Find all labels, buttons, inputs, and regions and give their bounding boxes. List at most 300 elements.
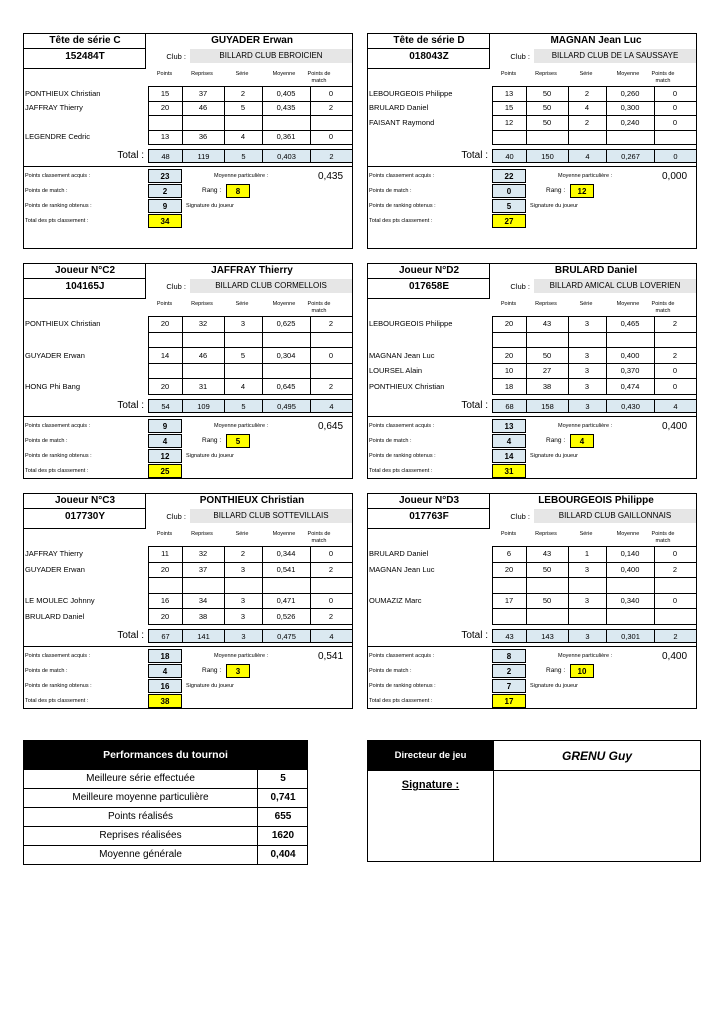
opponent-name: MAGNAN Jean Luc xyxy=(369,350,435,360)
match-cell-points xyxy=(492,130,526,144)
club-name: BILLARD CLUB CORMELLOIS xyxy=(190,279,352,293)
license-number: 017763F xyxy=(409,511,449,522)
moyenne-particuliere-value: 0,400 xyxy=(662,651,688,662)
summary-value-pts_rank: 7 xyxy=(492,679,526,693)
match-cell-serie: 4 xyxy=(240,381,246,391)
match-cell-serie: 3 xyxy=(584,366,590,376)
seed-title: Joueur N°D3 xyxy=(398,495,460,506)
summary-value-total_class: 27 xyxy=(492,214,526,228)
match-cell-moyenne xyxy=(606,579,654,593)
summary-value-pts_match: 4 xyxy=(148,664,182,678)
summary-value-pts_class: 13 xyxy=(492,419,526,433)
column-header-moyenne: Moyenne xyxy=(272,71,296,77)
match-cell-reprises xyxy=(526,333,568,347)
match-cell-serie: 2 xyxy=(584,88,590,98)
match-cell-reprises: 36 xyxy=(198,132,208,142)
perf-row xyxy=(24,788,307,807)
total-label: Total : xyxy=(461,400,488,411)
match-cell-reprises: 50 xyxy=(542,103,552,113)
summary-label-total_class: Total des pts classement : xyxy=(369,468,433,474)
director-label: Directeur de jeu xyxy=(368,741,493,771)
match-cell-pts_match: 0 xyxy=(672,381,678,391)
summary-label-total_class: Total des pts classement : xyxy=(25,698,89,704)
match-cell-moyenne: 0,625 xyxy=(276,319,296,329)
club-label: Club : xyxy=(510,52,530,61)
match-cell-points: 13 xyxy=(504,88,514,98)
signature-divider xyxy=(493,771,494,861)
player-card xyxy=(367,33,697,249)
match-cell-reprises: 37 xyxy=(198,88,208,98)
game-director-box xyxy=(367,740,701,862)
match-cell-moyenne: 0,304 xyxy=(276,350,296,360)
match-cell-serie: 3 xyxy=(240,611,246,621)
club-name: BILLARD CLUB DE LA SAUSSAYE xyxy=(534,49,696,63)
match-cell-moyenne xyxy=(262,364,310,378)
match-cell-moyenne: 0,370 xyxy=(620,366,640,376)
summary-divider xyxy=(24,166,352,167)
perf-value: 5 xyxy=(280,773,286,784)
summary-label-pts_rank: Points de ranking obtenus : xyxy=(369,203,436,209)
rang-label: Rang : xyxy=(202,667,222,674)
player-signature-label: Signature du joueur xyxy=(530,683,579,689)
match-cell-moyenne: 0,465 xyxy=(620,319,640,329)
match-cell-pts_match xyxy=(654,610,696,624)
match-cell-moyenne xyxy=(606,610,654,624)
opponent-name: MAGNAN Jean Luc xyxy=(369,564,435,574)
total-cell-serie: 3 xyxy=(568,629,607,643)
match-cell-points xyxy=(148,116,182,130)
column-header-moyenne: Moyenne xyxy=(616,531,640,537)
match-cell-serie: 2 xyxy=(240,549,246,559)
column-header-pts_match: Points de match xyxy=(651,531,675,544)
seed-title: Joueur N°D2 xyxy=(398,265,460,276)
player-name: MAGNAN Jean Luc xyxy=(550,35,642,46)
moyenne-particuliere-label: Moyenne particulière : xyxy=(558,173,613,179)
player-signature-label: Signature du joueur xyxy=(186,683,235,689)
rang-label: Rang : xyxy=(202,187,222,194)
total-cell-moyenne: 0,475 xyxy=(262,629,311,643)
column-header-pts_match: Points de match xyxy=(307,301,331,314)
match-cell-moyenne: 0,645 xyxy=(276,381,296,391)
header-divider xyxy=(24,508,146,509)
match-cell-reprises: 32 xyxy=(198,319,208,329)
player-card xyxy=(23,33,353,249)
player-card xyxy=(23,263,353,479)
summary-label-total_class: Total des pts classement : xyxy=(369,218,433,224)
match-cell-points xyxy=(492,333,526,347)
column-header-reprises: Reprises xyxy=(535,301,557,307)
match-cell-reprises: 43 xyxy=(542,549,552,559)
summary-label-pts_rank: Points de ranking obtenus : xyxy=(25,453,92,459)
rang-value: 12 xyxy=(570,184,594,198)
match-cell-serie: 2 xyxy=(584,117,590,127)
match-cell-pts_match: 0 xyxy=(672,117,678,127)
column-header-points: Points xyxy=(500,71,517,77)
match-cell-serie xyxy=(568,579,606,593)
total-cell-reprises: 143 xyxy=(526,629,569,643)
total-label: Total : xyxy=(117,630,144,641)
opponent-name: BRULARD Daniel xyxy=(369,549,429,559)
opponent-name: HONG Phi Bang xyxy=(25,381,81,391)
summary-label-pts_rank: Points de ranking obtenus : xyxy=(25,683,92,689)
grid-hline xyxy=(148,394,353,395)
match-cell-reprises xyxy=(182,579,224,593)
rang-value: 3 xyxy=(226,664,250,678)
column-header-points: Points xyxy=(156,531,173,537)
seed-title: Joueur N°C3 xyxy=(54,495,116,506)
match-cell-points: 12 xyxy=(504,117,514,127)
column-header-points: Points xyxy=(156,301,173,307)
total-cell-reprises: 141 xyxy=(182,629,225,643)
grid-vline xyxy=(352,316,353,395)
match-cell-serie: 3 xyxy=(584,381,590,391)
match-cell-serie: 5 xyxy=(240,350,246,360)
total-cell-serie: 4 xyxy=(568,149,607,163)
total-cell-pts_match: 2 xyxy=(654,629,697,643)
match-cell-serie xyxy=(568,333,606,347)
match-cell-pts_match xyxy=(310,116,352,130)
match-cell-serie: 3 xyxy=(584,319,590,329)
total-cell-reprises: 150 xyxy=(526,149,569,163)
total-cell-points: 54 xyxy=(148,399,183,413)
column-header-reprises: Reprises xyxy=(535,71,557,77)
match-cell-points: 20 xyxy=(504,319,514,329)
moyenne-particuliere-value: 0,435 xyxy=(318,171,344,182)
seed-title: Tête de série D xyxy=(393,35,465,46)
summary-label-pts_rank: Points de ranking obtenus : xyxy=(369,683,436,689)
opponent-name: LOURSEL Alain xyxy=(369,366,423,376)
perf-value: 655 xyxy=(274,811,292,822)
moyenne-particuliere-label: Moyenne particulière : xyxy=(214,173,269,179)
total-cell-serie: 3 xyxy=(568,399,607,413)
player-signature-label: Signature du joueur xyxy=(530,453,579,459)
match-cell-serie xyxy=(568,610,606,624)
opponent-name: JAFFRAY Thierry xyxy=(25,103,83,113)
match-cell-moyenne xyxy=(262,333,310,347)
summary-value-total_class: 38 xyxy=(148,694,182,708)
moyenne-particuliere-label: Moyenne particulière : xyxy=(558,423,613,429)
match-cell-points: 18 xyxy=(504,381,514,391)
club-name: BILLARD CLUB GAILLONNAIS xyxy=(534,509,696,523)
seed-title: Tête de série C xyxy=(49,35,121,46)
moyenne-particuliere-value: 0,645 xyxy=(318,421,344,432)
summary-value-total_class: 17 xyxy=(492,694,526,708)
grid-hline xyxy=(492,624,697,625)
match-cell-pts_match: 2 xyxy=(328,103,334,113)
column-header-pts_match: Points de match xyxy=(307,531,331,544)
column-header-pts_match: Points de match xyxy=(651,71,675,84)
match-cell-moyenne: 0,435 xyxy=(276,103,296,113)
match-cell-pts_match xyxy=(310,333,352,347)
match-cell-serie xyxy=(224,116,262,130)
perf-label: Reprises réalisées xyxy=(24,827,258,845)
total-label: Total : xyxy=(117,400,144,411)
club-name: BILLARD AMICAL CLUB LOVERIEN xyxy=(534,279,696,293)
match-cell-moyenne: 0,526 xyxy=(276,611,296,621)
grid-vline xyxy=(696,546,697,625)
header-divider xyxy=(368,278,490,279)
match-cell-pts_match xyxy=(310,579,352,593)
column-header-serie: Série xyxy=(579,531,593,537)
match-cell-moyenne xyxy=(606,130,654,144)
total-cell-serie: 5 xyxy=(224,399,263,413)
match-cell-serie: 5 xyxy=(240,103,246,113)
moyenne-particuliere-label: Moyenne particulière : xyxy=(558,653,613,659)
rang-value: 5 xyxy=(226,434,250,448)
club-label: Club : xyxy=(510,282,530,291)
total-cell-points: 68 xyxy=(492,399,527,413)
perf-row xyxy=(24,845,307,864)
match-cell-reprises: 50 xyxy=(542,350,552,360)
grid-vline xyxy=(696,316,697,395)
performance-title: Performances du tournoi xyxy=(24,741,307,769)
match-cell-reprises xyxy=(526,130,568,144)
match-cell-pts_match: 0 xyxy=(672,103,678,113)
match-cell-reprises: 46 xyxy=(198,103,208,113)
player-card xyxy=(367,263,697,479)
summary-label-pts_rank: Points de ranking obtenus : xyxy=(25,203,92,209)
opponent-name: GUYADER Erwan xyxy=(25,350,85,360)
match-cell-reprises: 50 xyxy=(542,117,552,127)
player-signature-label: Signature du joueur xyxy=(186,453,235,459)
column-header-moyenne: Moyenne xyxy=(616,301,640,307)
summary-value-pts_rank: 9 xyxy=(148,199,182,213)
match-cell-pts_match: 2 xyxy=(672,350,678,360)
grid-vline xyxy=(352,546,353,625)
rang-value: 8 xyxy=(226,184,250,198)
match-cell-points: 20 xyxy=(160,319,170,329)
match-cell-serie: 3 xyxy=(584,564,590,574)
match-cell-pts_match: 0 xyxy=(328,88,334,98)
summary-label-pts_match: Points de match : xyxy=(25,188,68,194)
summary-value-total_class: 25 xyxy=(148,464,182,478)
license-number: 017658E xyxy=(408,281,450,292)
total-cell-pts_match: 4 xyxy=(310,399,353,413)
summary-value-total_class: 34 xyxy=(148,214,182,228)
column-header-reprises: Reprises xyxy=(191,71,213,77)
moyenne-particuliere-value: 0,541 xyxy=(318,651,344,662)
match-cell-pts_match: 0 xyxy=(672,366,678,376)
column-header-reprises: Reprises xyxy=(191,531,213,537)
grid-hline xyxy=(148,624,353,625)
match-cell-serie: 2 xyxy=(240,88,246,98)
opponent-name: OUMAZIZ Marc xyxy=(369,596,422,606)
summary-label-pts_class: Points classement acquis : xyxy=(369,173,435,179)
match-cell-points: 15 xyxy=(504,103,514,113)
match-cell-serie: 3 xyxy=(584,596,590,606)
total-label: Total : xyxy=(117,150,144,161)
match-cell-reprises: 50 xyxy=(542,564,552,574)
rang-label: Rang : xyxy=(546,437,566,444)
summary-label-pts_rank: Points de ranking obtenus : xyxy=(369,453,436,459)
match-cell-pts_match: 0 xyxy=(672,596,678,606)
summary-value-pts_match: 2 xyxy=(148,184,182,198)
opponent-name: BRULARD Daniel xyxy=(369,103,429,113)
player-name: JAFFRAY Thierry xyxy=(211,265,293,276)
match-cell-serie: 3 xyxy=(240,596,246,606)
column-header-serie: Série xyxy=(235,71,249,77)
club-label: Club : xyxy=(166,282,186,291)
match-cell-reprises xyxy=(526,610,568,624)
header-divider xyxy=(24,278,146,279)
column-header-points: Points xyxy=(500,531,517,537)
match-cell-points: 17 xyxy=(504,596,514,606)
match-cell-points: 10 xyxy=(504,366,514,376)
match-cell-pts_match xyxy=(310,364,352,378)
match-cell-points: 14 xyxy=(160,350,170,360)
summary-value-pts_match: 4 xyxy=(148,434,182,448)
total-cell-reprises: 158 xyxy=(526,399,569,413)
opponent-name: LEBOURGEOIS Philippe xyxy=(369,319,453,329)
header-divider xyxy=(24,48,146,49)
perf-label: Meilleure moyenne particulière xyxy=(24,789,258,807)
total-cell-reprises: 119 xyxy=(182,149,225,163)
match-cell-pts_match: 0 xyxy=(328,596,334,606)
match-cell-serie: 1 xyxy=(584,549,590,559)
match-cell-moyenne: 0,400 xyxy=(620,564,640,574)
total-label: Total : xyxy=(461,630,488,641)
match-cell-points xyxy=(148,333,182,347)
match-cell-points: 20 xyxy=(160,103,170,113)
match-cell-moyenne xyxy=(262,579,310,593)
summary-label-total_class: Total des pts classement : xyxy=(369,698,433,704)
match-cell-moyenne: 0,474 xyxy=(620,381,640,391)
column-header-pts_match: Points de match xyxy=(307,71,331,84)
total-cell-points: 67 xyxy=(148,629,183,643)
summary-label-total_class: Total des pts classement : xyxy=(25,468,89,474)
license-number: 104165J xyxy=(65,281,105,292)
column-header-serie: Série xyxy=(235,301,249,307)
license-number: 152484T xyxy=(65,51,105,62)
match-cell-moyenne xyxy=(262,116,310,130)
club-label: Club : xyxy=(166,52,186,61)
perf-label: Meilleure série effectuée xyxy=(24,770,258,788)
summary-value-total_class: 31 xyxy=(492,464,526,478)
match-cell-serie xyxy=(568,130,606,144)
header-divider xyxy=(368,508,490,509)
moyenne-particuliere-label: Moyenne particulière : xyxy=(214,653,269,659)
perf-label: Moyenne générale xyxy=(24,846,258,864)
player-card xyxy=(23,493,353,709)
column-header-points: Points xyxy=(500,301,517,307)
summary-value-pts_rank: 16 xyxy=(148,679,182,693)
match-cell-pts_match: 0 xyxy=(328,549,334,559)
match-cell-pts_match: 2 xyxy=(672,319,678,329)
rang-label: Rang : xyxy=(546,667,566,674)
match-cell-moyenne: 0,361 xyxy=(276,132,296,142)
match-cell-pts_match xyxy=(654,333,696,347)
match-cell-reprises xyxy=(182,116,224,130)
match-cell-pts_match: 0 xyxy=(672,88,678,98)
match-cell-pts_match: 0 xyxy=(672,549,678,559)
summary-value-pts_class: 8 xyxy=(492,649,526,663)
match-cell-points: 20 xyxy=(160,381,170,391)
column-header-moyenne: Moyenne xyxy=(272,301,296,307)
signature-label: Signature : xyxy=(401,779,460,791)
summary-value-pts_class: 23 xyxy=(148,169,182,183)
total-cell-pts_match: 4 xyxy=(654,399,697,413)
match-cell-points: 20 xyxy=(504,564,514,574)
match-cell-pts_match: 0 xyxy=(328,350,334,360)
moyenne-particuliere-value: 0,000 xyxy=(662,171,688,182)
perf-label: Points réalisés xyxy=(24,808,258,826)
match-cell-reprises: 43 xyxy=(542,319,552,329)
match-cell-reprises xyxy=(526,579,568,593)
total-cell-serie: 5 xyxy=(224,149,263,163)
summary-label-pts_class: Points classement acquis : xyxy=(369,423,435,429)
opponent-name: LEBOURGEOIS Philippe xyxy=(369,88,453,98)
total-cell-moyenne: 0,403 xyxy=(262,149,311,163)
player-card xyxy=(367,493,697,709)
total-cell-moyenne: 0,495 xyxy=(262,399,311,413)
seed-title: Joueur N°C2 xyxy=(54,265,116,276)
match-cell-pts_match xyxy=(654,579,696,593)
total-label: Total : xyxy=(461,150,488,161)
player-name: PONTHIEUX Christian xyxy=(199,495,305,506)
player-signature-label: Signature du joueur xyxy=(186,203,235,209)
summary-value-pts_rank: 5 xyxy=(492,199,526,213)
player-name: BRULARD Daniel xyxy=(554,265,638,276)
perf-row xyxy=(24,807,307,826)
match-cell-serie: 3 xyxy=(584,350,590,360)
match-cell-serie xyxy=(224,333,262,347)
moyenne-particuliere-label: Moyenne particulière : xyxy=(214,423,269,429)
match-cell-points: 20 xyxy=(160,564,170,574)
summary-label-pts_class: Points classement acquis : xyxy=(25,173,91,179)
match-cell-reprises: 50 xyxy=(542,88,552,98)
total-cell-moyenne: 0,267 xyxy=(606,149,655,163)
opponent-name: LEGENDRE Cedric xyxy=(25,132,91,142)
total-cell-pts_match: 4 xyxy=(310,629,353,643)
summary-value-pts_class: 22 xyxy=(492,169,526,183)
match-cell-points xyxy=(148,579,182,593)
match-cell-moyenne: 0,541 xyxy=(276,564,296,574)
rang-value: 10 xyxy=(570,664,594,678)
summary-value-pts_match: 2 xyxy=(492,664,526,678)
summary-label-pts_match: Points de match : xyxy=(369,438,412,444)
summary-value-pts_class: 9 xyxy=(148,419,182,433)
column-header-reprises: Reprises xyxy=(535,531,557,537)
total-cell-points: 48 xyxy=(148,149,183,163)
match-cell-points xyxy=(148,364,182,378)
summary-divider xyxy=(24,646,352,647)
match-cell-pts_match: 2 xyxy=(328,381,334,391)
summary-label-total_class: Total des pts classement : xyxy=(25,218,89,224)
match-cell-points: 11 xyxy=(161,549,169,559)
match-cell-pts_match: 2 xyxy=(328,564,334,574)
header-divider xyxy=(368,48,490,49)
summary-label-pts_match: Points de match : xyxy=(25,438,68,444)
column-header-serie: Série xyxy=(579,71,593,77)
match-cell-reprises: 50 xyxy=(542,596,552,606)
total-cell-pts_match: 2 xyxy=(310,149,353,163)
match-cell-serie xyxy=(224,579,262,593)
summary-label-pts_class: Points classement acquis : xyxy=(25,653,91,659)
total-cell-moyenne: 0,430 xyxy=(606,399,655,413)
match-cell-pts_match xyxy=(654,130,696,144)
match-cell-reprises xyxy=(182,364,224,378)
perf-value: 0,404 xyxy=(270,849,296,860)
opponent-name: BRULARD Daniel xyxy=(25,611,85,621)
match-cell-reprises: 27 xyxy=(542,366,552,376)
summary-value-pts_match: 4 xyxy=(492,434,526,448)
column-header-moyenne: Moyenne xyxy=(616,71,640,77)
total-cell-reprises: 109 xyxy=(182,399,225,413)
summary-label-pts_match: Points de match : xyxy=(25,668,68,674)
summary-divider xyxy=(368,646,696,647)
match-cell-points: 6 xyxy=(506,549,512,559)
match-cell-reprises: 34 xyxy=(198,596,208,606)
